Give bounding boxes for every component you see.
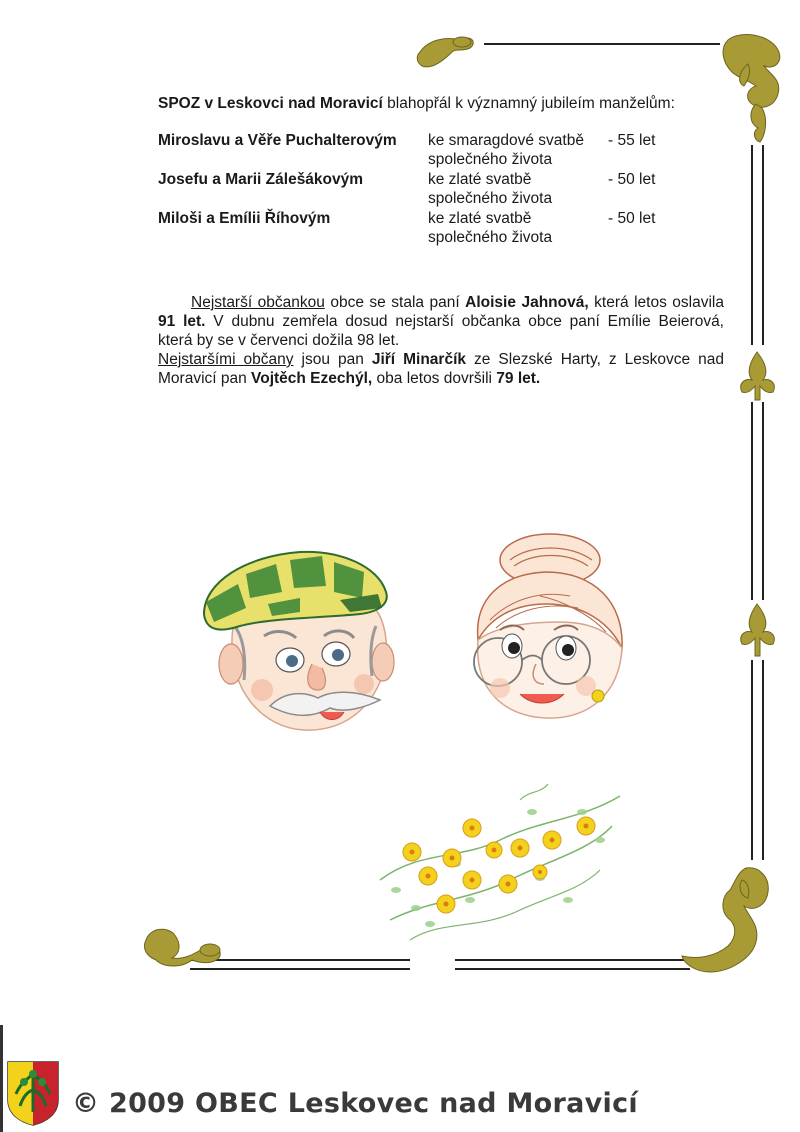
- jubilee-list: [158, 131, 724, 255]
- intro-text: blahopřál k významný jubileím manželům:: [382, 95, 675, 112]
- oldest-man-name-1: Jiří Minarčík: [371, 351, 467, 368]
- text-run: oba letos dovršili: [372, 370, 497, 387]
- ornament-top-right: [723, 35, 780, 142]
- jubilee-names: Miloši a Emílii Říhovým: [158, 210, 331, 227]
- jubilee-occasion-line2: společného života: [428, 190, 553, 207]
- document-body: [158, 94, 724, 388]
- jubilee-occasion: ke zlaté svatbě: [428, 171, 532, 188]
- oldest-men-label: Nejstaršími občany: [158, 351, 294, 368]
- ornament-bottom-right: [682, 868, 768, 972]
- jubilee-row: [158, 170, 678, 210]
- jubilee-description: [428, 131, 598, 169]
- jubilee-years: - 50 let: [608, 171, 656, 188]
- oldest-men-paragraph: [158, 350, 724, 388]
- old-woman-drawing: [474, 534, 622, 718]
- ornament-right-fleur-2: [741, 604, 775, 656]
- intro-org: SPOZ v Leskovci nad Moravicí: [158, 95, 383, 112]
- ornament-top-left: [417, 37, 473, 67]
- jubilee-names: Miroslavu a Věře Puchalterovým: [158, 132, 397, 149]
- flower-garland-drawing: [380, 784, 620, 940]
- jubilee-row: [158, 131, 678, 171]
- oldest-woman-age: 91 let.: [158, 313, 206, 330]
- oldest-man-name-2: Vojtěch Ezechýl,: [251, 370, 373, 387]
- jubilee-occasion-line2: společného života: [428, 229, 553, 246]
- jubilee-years: - 50 let: [608, 210, 656, 227]
- footer: [0, 1058, 800, 1132]
- text-run: která letos oslavila: [588, 294, 724, 311]
- jubilee-names: Josefu a Marii Zálešákovým: [158, 171, 364, 188]
- jubilee-occasion-line2: společného života: [428, 151, 553, 168]
- jubilee-description: [428, 170, 598, 208]
- jubilee-description: [428, 209, 598, 247]
- copyright-text: © 2009 OBEC Leskovec nad Moravicí: [72, 1088, 638, 1119]
- jubilee-row: [158, 209, 678, 249]
- oldest-men-age: 79 let.: [496, 370, 541, 387]
- oldest-woman-name: Aloisie Jahnová,: [465, 294, 589, 311]
- text-run: obce se stala paní: [324, 294, 466, 311]
- old-man-drawing: [204, 552, 394, 730]
- coat-of-arms-icon: [6, 1060, 60, 1126]
- jubilee-occasion: ke smaragdové svatbě: [428, 132, 584, 149]
- text-run: V dubnu zemřela dosud nejstarší občanka obce paní Emílie Beierová, která by se v červenci dožila 98 let.: [158, 313, 724, 349]
- ornament-bottom-left: [144, 929, 220, 966]
- oldest-woman-label: Nejstarší občankou: [191, 294, 325, 311]
- text-run: jsou pan: [293, 351, 372, 368]
- intro-paragraph: [158, 94, 724, 113]
- text-run: ze Slezské Harty, z Leskovce nad Moravicí pan: [158, 351, 725, 387]
- jubilee-occasion: ke zlaté svatbě: [428, 210, 532, 227]
- jubilee-years: - 55 let: [608, 132, 656, 149]
- oldest-woman-paragraph: [158, 293, 724, 350]
- ornament-right-fleur-1: [741, 352, 775, 400]
